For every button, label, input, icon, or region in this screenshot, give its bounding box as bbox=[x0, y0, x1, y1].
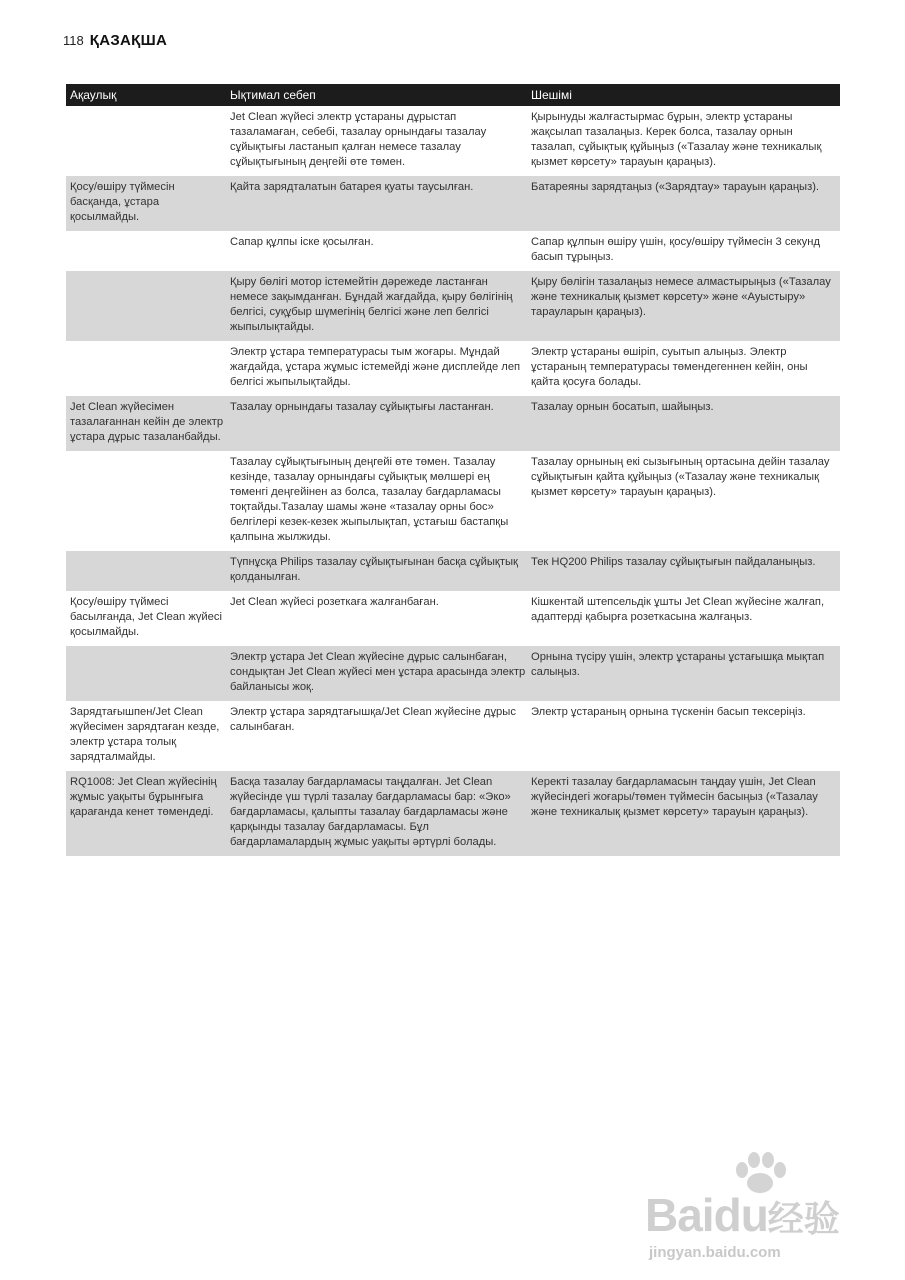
table-row bbox=[66, 451, 840, 551]
watermark-logo bbox=[645, 1188, 840, 1242]
problem-cell bbox=[66, 271, 226, 341]
logo-du: du bbox=[713, 1189, 768, 1241]
cause-cell: Электр ұстара температурасы тым жоғары. Мұндай жағдайда, ұстара жұмыс істемейді және дисплейде леп белгісі жыпылықтайды. bbox=[230, 346, 521, 388]
cause-cell: Jet Clean жүйесі электр ұстараны дұрыстап тазаламаған, себебі, тазалау орнындағы тазалау сұйықтығы ластанып қалған немесе тазалау сұйықтығының деңгейі өте төмен. bbox=[230, 111, 487, 168]
watermark bbox=[645, 1150, 845, 1260]
column-header-cause: Ықтимал себеп bbox=[230, 88, 316, 102]
solution-cell: Тазалау орнын босатып, шайыңыз. bbox=[531, 401, 714, 413]
table-row bbox=[66, 646, 840, 701]
cause-cell: Электр ұстара Jet Clean жүйесіне дұрыс салынбаған, сондықтан Jet Clean жүйесі мен ұстара арасында электр байланысы жоқ. bbox=[230, 651, 526, 693]
table-row bbox=[66, 176, 840, 231]
solution-cell: Батареяны зарядтаңыз («Зарядтау» тарауын қараңыз). bbox=[531, 181, 820, 193]
table-row bbox=[66, 396, 840, 451]
table-row bbox=[66, 591, 840, 646]
cause-cell: Jet Clean жүйесі розеткаға жалғанбаған. bbox=[230, 596, 439, 608]
table-row bbox=[66, 551, 840, 591]
table-row bbox=[66, 771, 840, 856]
solution-cell: Орнына түсіру үшін, электр ұстараны ұстағышқа мықтап салыңыз. bbox=[531, 651, 825, 678]
solution-cell: Электр ұстараның орнына түскенін басып тексеріңіз. bbox=[531, 706, 806, 718]
problem-cell: RQ1008: Jet Clean жүйесінің жұмыс уақыты бұрынғыға қарағанда кенет төмендеді. bbox=[70, 776, 217, 818]
solution-cell: Сапар құлпын өшіру үшін, қосу/өшіру түймесін 3 секунд басып тұрыңыз. bbox=[531, 236, 820, 263]
logo-cn: 经验 bbox=[767, 1198, 840, 1239]
problem-cell bbox=[66, 646, 226, 701]
problem-cell: Зарядтағышпен/Jet Clean жүйесімен зарядтаған кезде, электр ұстара толық зарядталмайды. bbox=[70, 706, 220, 763]
solution-cell: Электр ұстараны өшіріп, суытып алыңыз. Электр ұстараның температурасы төмендегеннен кейін, оны қайта қосуға болады. bbox=[531, 346, 808, 388]
solution-cell: Кішкентай штепсельдік ұшты Jet Clean жүйесіне жалғап, адаптерді қабырға розеткасына жалғаңыз. bbox=[531, 596, 825, 623]
column-header-solution: Шешімі bbox=[531, 88, 572, 102]
solution-cell: Қыру бөлігін тазалаңыз немесе алмастырыңыз («Тазалау және техникалық қызмет көрсету» және «Ауыстыру» тарауларын қараңыз). bbox=[531, 276, 831, 318]
page-number: 118 bbox=[63, 33, 84, 48]
solution-cell: Қырынуды жалғастырмас бұрын, электр ұстараны жақсылап тазалаңыз. Керек болса, тазалау орнын тазалап, сұйықтық құйыңыз («Тазалау және техникалық қызмет көрсету» тарауын қараңыз). bbox=[531, 111, 822, 168]
table-row bbox=[66, 341, 840, 396]
cause-cell: Сапар құлпы іске қосылған. bbox=[230, 236, 374, 248]
cause-cell: Басқа тазалау бағдарламасы таңдалған. Jet Clean жүйесінде үш түрлі тазалау бағдарламасы бар: «Эко» бағдарламасы, қалыпты тазалау бағдарламасы және қарқынды тазалау бағдарламасы. Бұл бағдарламалардың жұмыс уақыты әртүрлі болады. bbox=[230, 776, 511, 848]
problem-cell bbox=[66, 551, 226, 591]
table-row bbox=[66, 231, 840, 271]
table-row bbox=[66, 106, 840, 176]
table-header bbox=[66, 84, 840, 106]
troubleshooting-table bbox=[66, 84, 840, 856]
solution-cell: Тазалау орнының екі сызығының ортасына дейін тазалау сұйықтығын қайта құйыңыз («Тазалау және техникалық қызмет көрсету» тарауын қараңыз). bbox=[531, 456, 830, 498]
page-header bbox=[63, 32, 167, 49]
cause-cell: Тазалау сұйықтығының деңгейі өте төмен. Тазалау кезінде, тазалау орнындағы сұйықтық мөлшері ең төменгі деңгейінен аз болса, тазалау бағдарламасы тоқтайды.Тазалау шамы және «тазалау орны бос» белгілері кезек-кезек жыпылықтап, ұстағыш бастапқы қалпына жылжиды. bbox=[230, 456, 509, 543]
cause-cell: Қайта зарядталатын батарея қуаты таусылған. bbox=[230, 181, 474, 193]
cause-cell: Тазалау орнындағы тазалау сұйықтығы ластанған. bbox=[230, 401, 494, 413]
section-title: ҚАЗАҚША bbox=[89, 32, 168, 49]
problem-cell bbox=[66, 231, 226, 271]
table-row bbox=[66, 701, 840, 771]
cause-cell: Түпнұсқа Philips тазалау сұйықтығынан басқа сұйықтық қолданылған. bbox=[230, 556, 518, 583]
watermark-url: jingyan.baidu.com bbox=[649, 1244, 781, 1261]
logo-latin: Bai bbox=[645, 1189, 714, 1241]
problem-cell: Қосу/өшіру түймесін басқанда, ұстара қосылмайды. bbox=[70, 181, 175, 223]
problem-cell: Jet Clean жүйесімен тазалағаннан кейін де электр ұстара дұрыс тазаланбайды. bbox=[70, 401, 224, 443]
problem-cell bbox=[66, 341, 226, 396]
cause-cell: Қыру бөлігі мотор істемейтін дәрежеде ластанған немесе зақымданған. Бұндай жағдайда, қыру бөлігінің белгісі, суқұбыр шүмегінің белгісі және леп белгісі жыпылықтайды. bbox=[230, 276, 513, 333]
problem-cell bbox=[66, 106, 226, 176]
solution-cell: Тек HQ200 Philips тазалау сұйықтығын пайдаланыңыз. bbox=[531, 556, 816, 568]
problem-cell bbox=[66, 451, 226, 551]
table-row bbox=[66, 271, 840, 341]
problem-cell: Қосу/өшіру түймесі басылғанда, Jet Clean жүйесі қосылмайды. bbox=[70, 596, 222, 638]
cause-cell: Электр ұстара зарядтағышқа/Jet Clean жүйесіне дұрыс салынбаған. bbox=[230, 706, 516, 733]
solution-cell: Керекті тазалау бағдарламасын таңдау үшін, Jet Clean жүйесіндегі жоғары/төмен түймесін басыңыз («Тазалау және техникалық қызмет көрсету» тарауын қараңыз). bbox=[531, 776, 818, 818]
column-header-problem: Ақаулық bbox=[70, 88, 117, 102]
